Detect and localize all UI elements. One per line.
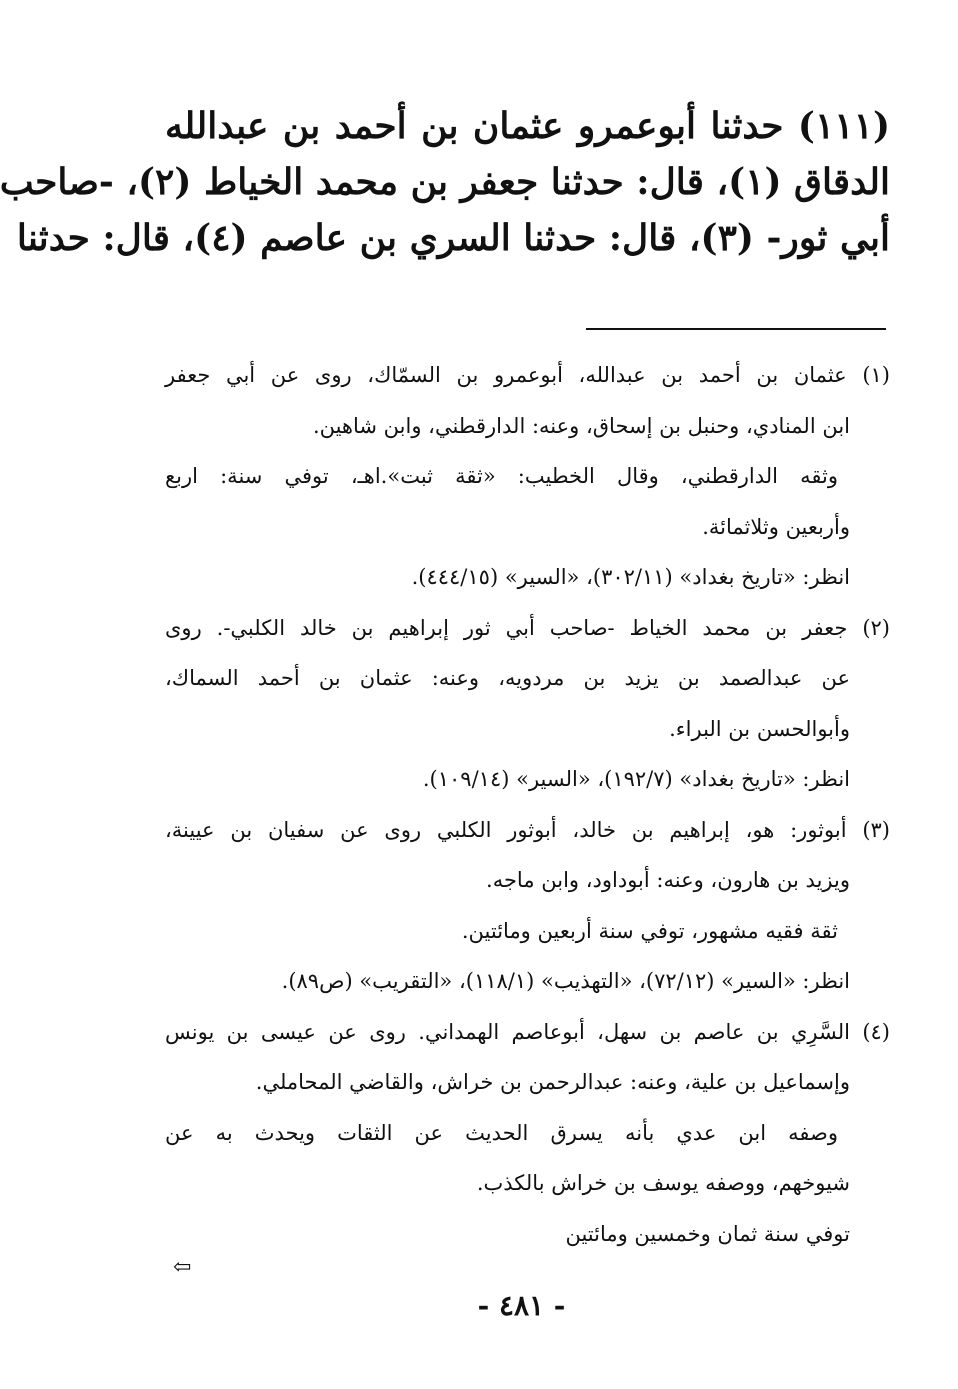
footnote-line: ابن المنادي، وحنبل بن إسحاق، وعنه: الدارقطني، وابن شاهين. xyxy=(312,413,850,438)
footnotes xyxy=(165,350,890,1259)
main-text-line: الدقاق (١)، قال: حدثنا جعفر بن محمد الخياط (٢)، -صاحب xyxy=(0,161,890,203)
footnote-line: ثقة فقيه مشهور، توفي سنة أربعين ومائتين. xyxy=(461,918,838,943)
main-text-line: (١١١) حدثنا أبوعمرو عثمان بن أحمد بن عبدالله xyxy=(165,105,890,147)
footnote-line: انظر: «تاريخ بغداد» (٣٠٢/١١)، «السير» (٤٤٤/١٥). xyxy=(411,565,850,589)
footnote-line: انظر: «تاريخ بغداد» (١٩٢/٧)، «السير» (١٠٩/١٤). xyxy=(422,767,850,791)
footnote-line: ويزيد بن هارون، وعنه: أبوداود، وابن ماجه. xyxy=(486,868,850,892)
footnote-line: وإسماعيل بن علية، وعنه: عبدالرحمن بن خراش، والقاضي المحاملي. xyxy=(255,1070,850,1094)
continuation-arrow-icon: ⇦ xyxy=(173,1255,192,1280)
footnote-line: شيوخهم، ووصفه يوسف بن خراش بالكذب. xyxy=(476,1171,850,1195)
footnote-line: وثقه الدارقطني، وقال الخطيب: «ثقة ثبت».اهـ، توفي سنة: اربع xyxy=(165,464,838,488)
main-text-line: أبي ثور- (٣)، قال: حدثنا السري بن عاصم (٤)، قال: حدثنا xyxy=(16,217,890,259)
footnote-line: انظر: «السير» (٧٢/١٢)، «التهذيب» (١١٨/١)، «التقريب» (ص٨٩). xyxy=(281,969,850,993)
footnote-line: توفي سنة ثمان وخمسين ومائتين xyxy=(565,1221,850,1246)
footnote-line: (١) عثمان بن أحمد بن عبدالله، أبوعمرو بن السمّاك، روى عن أبي جعفر xyxy=(165,363,890,387)
footnote-line: وصفه ابن عدي بأنه يسرق الحديث عن الثقات ويحدث به عن xyxy=(165,1120,838,1145)
footnote-line: وأبوالحسن بن البراء. xyxy=(669,716,850,741)
footnote-separator xyxy=(586,328,886,330)
footnote-line: (٤) السَّرِي بن عاصم بن سهل، أبوعاصم الهمداني. روى عن عيسى بن يونس xyxy=(165,1019,890,1044)
page-number: - ٤٨١ - xyxy=(477,1289,566,1322)
footnote-line: عن عبدالصمد بن يزيد بن مردويه، وعنه: عثمان بن أحمد السماك، xyxy=(165,666,850,690)
footnote-line: (٢) جعفر بن محمد الخياط -صاحب أبي ثور إبراهيم بن خالد الكلبي-. روى xyxy=(165,615,890,640)
footnote-line: (٣) أبوثور: هو، إبراهيم بن خالد، أبوثور الكلبي روى عن سفيان بن عيينة، xyxy=(165,817,890,842)
main-text xyxy=(0,98,890,266)
footnote-line: وأربعين وثلاثمائة. xyxy=(702,514,850,539)
